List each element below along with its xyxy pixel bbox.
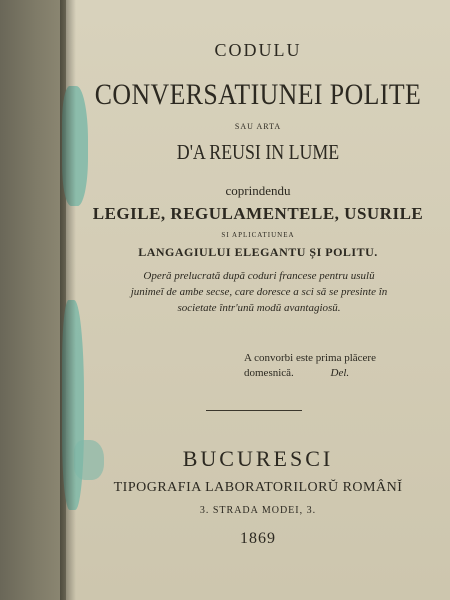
sau-arta: SAU ARTA [234, 122, 282, 131]
subjects-line: LEGILE, REGULAMENTELE, USURILE [92, 204, 424, 223]
facing-page [0, 0, 66, 600]
epigraph-line: A convorbi este prima plăcere [244, 352, 376, 364]
city: BUCURESCI [182, 446, 334, 471]
main-title: CONVERSATIUNEI POLITE [94, 78, 422, 111]
description-line: junimeĭ de ambe secse, care doresce a sci să se presinte în [130, 286, 388, 298]
divider-rule [206, 410, 302, 411]
subtitle: D'A REUSI IN LUME [176, 140, 340, 164]
epigraph-line [244, 366, 444, 381]
epigraph [244, 351, 444, 381]
language-line: LANGAGIULUI ELEGANTU ȘI POLITU. [138, 245, 378, 259]
publication-year: 1869 [240, 530, 276, 547]
si-aplicatiunea: SI APLICATIUNEA [221, 231, 295, 239]
description-line: Operă prelucrată după coduri francese pentru usulŭ [143, 270, 375, 282]
street-address: 3. STRADA MODEI, 3. [199, 505, 317, 516]
title-page [66, 0, 450, 600]
spine-shadow [60, 0, 76, 600]
epigraph-author: Del. [330, 367, 350, 379]
description [84, 268, 434, 316]
epigraph-line-2: domesnică. [244, 367, 294, 379]
cuprindendu: coprindendu [225, 183, 291, 198]
printer: TIPOGRAFIA LABORATORILORŬ ROMÂNĬ [113, 480, 403, 495]
description-line: societate într'unŭ modŭ avantagiosŭ. [177, 302, 341, 314]
header-word: CODULU [214, 40, 302, 60]
